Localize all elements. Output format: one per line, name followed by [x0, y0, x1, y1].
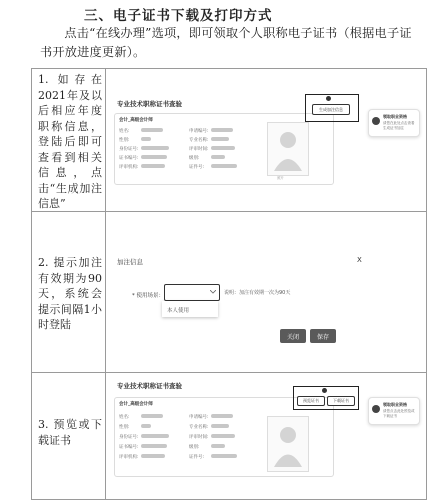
- close-icon[interactable]: X: [357, 256, 362, 264]
- intro-paragraph: 点击“在线办理”选项，即可领取个人职称电子证书（根据电子证书开放进度更新）。: [40, 26, 412, 59]
- redacted-value: [211, 155, 225, 159]
- tooltip-title: 领取职业资格: [383, 402, 407, 407]
- step-1-text: 1. 如存在2021年及以后相应年度职称信息，登陆后即可查看到相关信息，点击“生成加注信息”: [38, 73, 102, 210]
- field-label: 申请编号:: [189, 415, 209, 420]
- panel-title: 专业技术职称证书查验: [117, 382, 182, 390]
- avatar-placeholder-icon: [268, 417, 308, 471]
- redacted-value: [211, 424, 229, 428]
- tooltip-text: 请您在此处点击查看生成证书加注: [383, 121, 415, 130]
- redacted-value: [141, 414, 163, 418]
- field-label: 性别:: [119, 425, 130, 430]
- tooltip: [368, 397, 420, 425]
- redacted-value: [141, 164, 165, 168]
- section-heading: 三、电子证书下载及打印方式: [84, 8, 273, 24]
- redacted-value: [141, 146, 169, 150]
- field-label: 证书编号:: [119, 445, 139, 450]
- certificate-check-panel-1: [112, 89, 420, 201]
- field-label: 证书编号:: [119, 156, 139, 161]
- annotation-dialog: [112, 249, 412, 359]
- field-label: 申请编号:: [189, 129, 209, 134]
- tooltip: [368, 109, 420, 137]
- info-icon: [372, 117, 380, 125]
- step-2-text: 2. 提示加注有效期为90天，系统会提示间隔1小时登陆: [38, 256, 102, 331]
- panel-title: 专业技术职称证书查验: [117, 100, 182, 108]
- redacted-value: [141, 444, 167, 448]
- close-button[interactable]: 关闭: [280, 329, 306, 343]
- redacted-value: [211, 137, 229, 141]
- chevron-down-icon: [210, 290, 216, 294]
- field-label: * 使用场景：: [132, 293, 164, 299]
- steps-table: [31, 68, 427, 500]
- step-marker-icon: [326, 96, 331, 101]
- field-label: 级别:: [189, 156, 200, 161]
- dropdown-option[interactable]: 本人使用: [167, 308, 190, 314]
- field-label: 评审机构:: [119, 455, 139, 460]
- field-label: 评审时间:: [189, 147, 209, 152]
- field-label: 专业名称:: [189, 138, 209, 143]
- redacted-value: [211, 128, 233, 132]
- row-divider: [32, 372, 426, 373]
- info-icon: [372, 405, 380, 413]
- redacted-value: [141, 424, 151, 428]
- redacted-value: [211, 146, 235, 150]
- field-label: 身份证号:: [119, 435, 139, 440]
- usage-select[interactable]: [164, 284, 220, 301]
- field-label: 证件号:: [189, 455, 205, 460]
- generate-annotation-button[interactable]: 生成加注信息: [312, 104, 350, 115]
- download-certificate-button[interactable]: 下载证书: [327, 396, 355, 406]
- column-divider: [105, 69, 106, 499]
- avatar: [267, 122, 309, 176]
- step-marker-icon: [322, 388, 327, 393]
- redacted-value: [211, 414, 233, 418]
- preview-certificate-button[interactable]: 预览证书: [297, 396, 325, 406]
- save-button[interactable]: 保存: [310, 329, 336, 343]
- field-label: 评审机构:: [119, 165, 139, 170]
- card-header: 会计_高级会计师: [119, 118, 153, 123]
- redacted-value: [141, 434, 169, 438]
- tooltip-title: 领取职业资格: [383, 114, 407, 119]
- field-label: 专业名称:: [189, 425, 209, 430]
- avatar-placeholder-icon: [268, 123, 308, 175]
- field-label: 证件号:: [189, 165, 205, 170]
- avatar: [267, 416, 309, 472]
- field-label: 姓名:: [119, 129, 130, 134]
- card-header: 会计_高级会计师: [119, 402, 153, 407]
- redacted-value: [211, 444, 225, 448]
- dropdown-menu: [162, 301, 218, 317]
- field-label: 级别:: [189, 445, 200, 450]
- redacted-value: [141, 454, 165, 458]
- certificate-check-panel-3: [112, 375, 420, 495]
- redacted-value: [211, 164, 237, 168]
- dialog-title: 加注信息: [117, 258, 143, 266]
- redacted-value: [141, 128, 163, 132]
- certificate-card: [114, 113, 334, 185]
- validity-hint: 说明：加注有效期一次为90天: [224, 290, 291, 296]
- step-3-text: 3. 预览或下载证书: [38, 418, 102, 447]
- field-label: 姓名:: [119, 415, 130, 420]
- field-label: 性别:: [119, 138, 130, 143]
- tooltip-text: 请您点击此处预览或下载证书: [383, 409, 415, 418]
- redacted-value: [141, 155, 167, 159]
- field-label: 评审时间:: [189, 435, 209, 440]
- field-label: 身份证号:: [119, 147, 139, 152]
- redacted-value: [211, 454, 237, 458]
- redacted-value: [141, 137, 151, 141]
- photo-caption: 照片: [277, 176, 284, 180]
- redacted-value: [211, 434, 235, 438]
